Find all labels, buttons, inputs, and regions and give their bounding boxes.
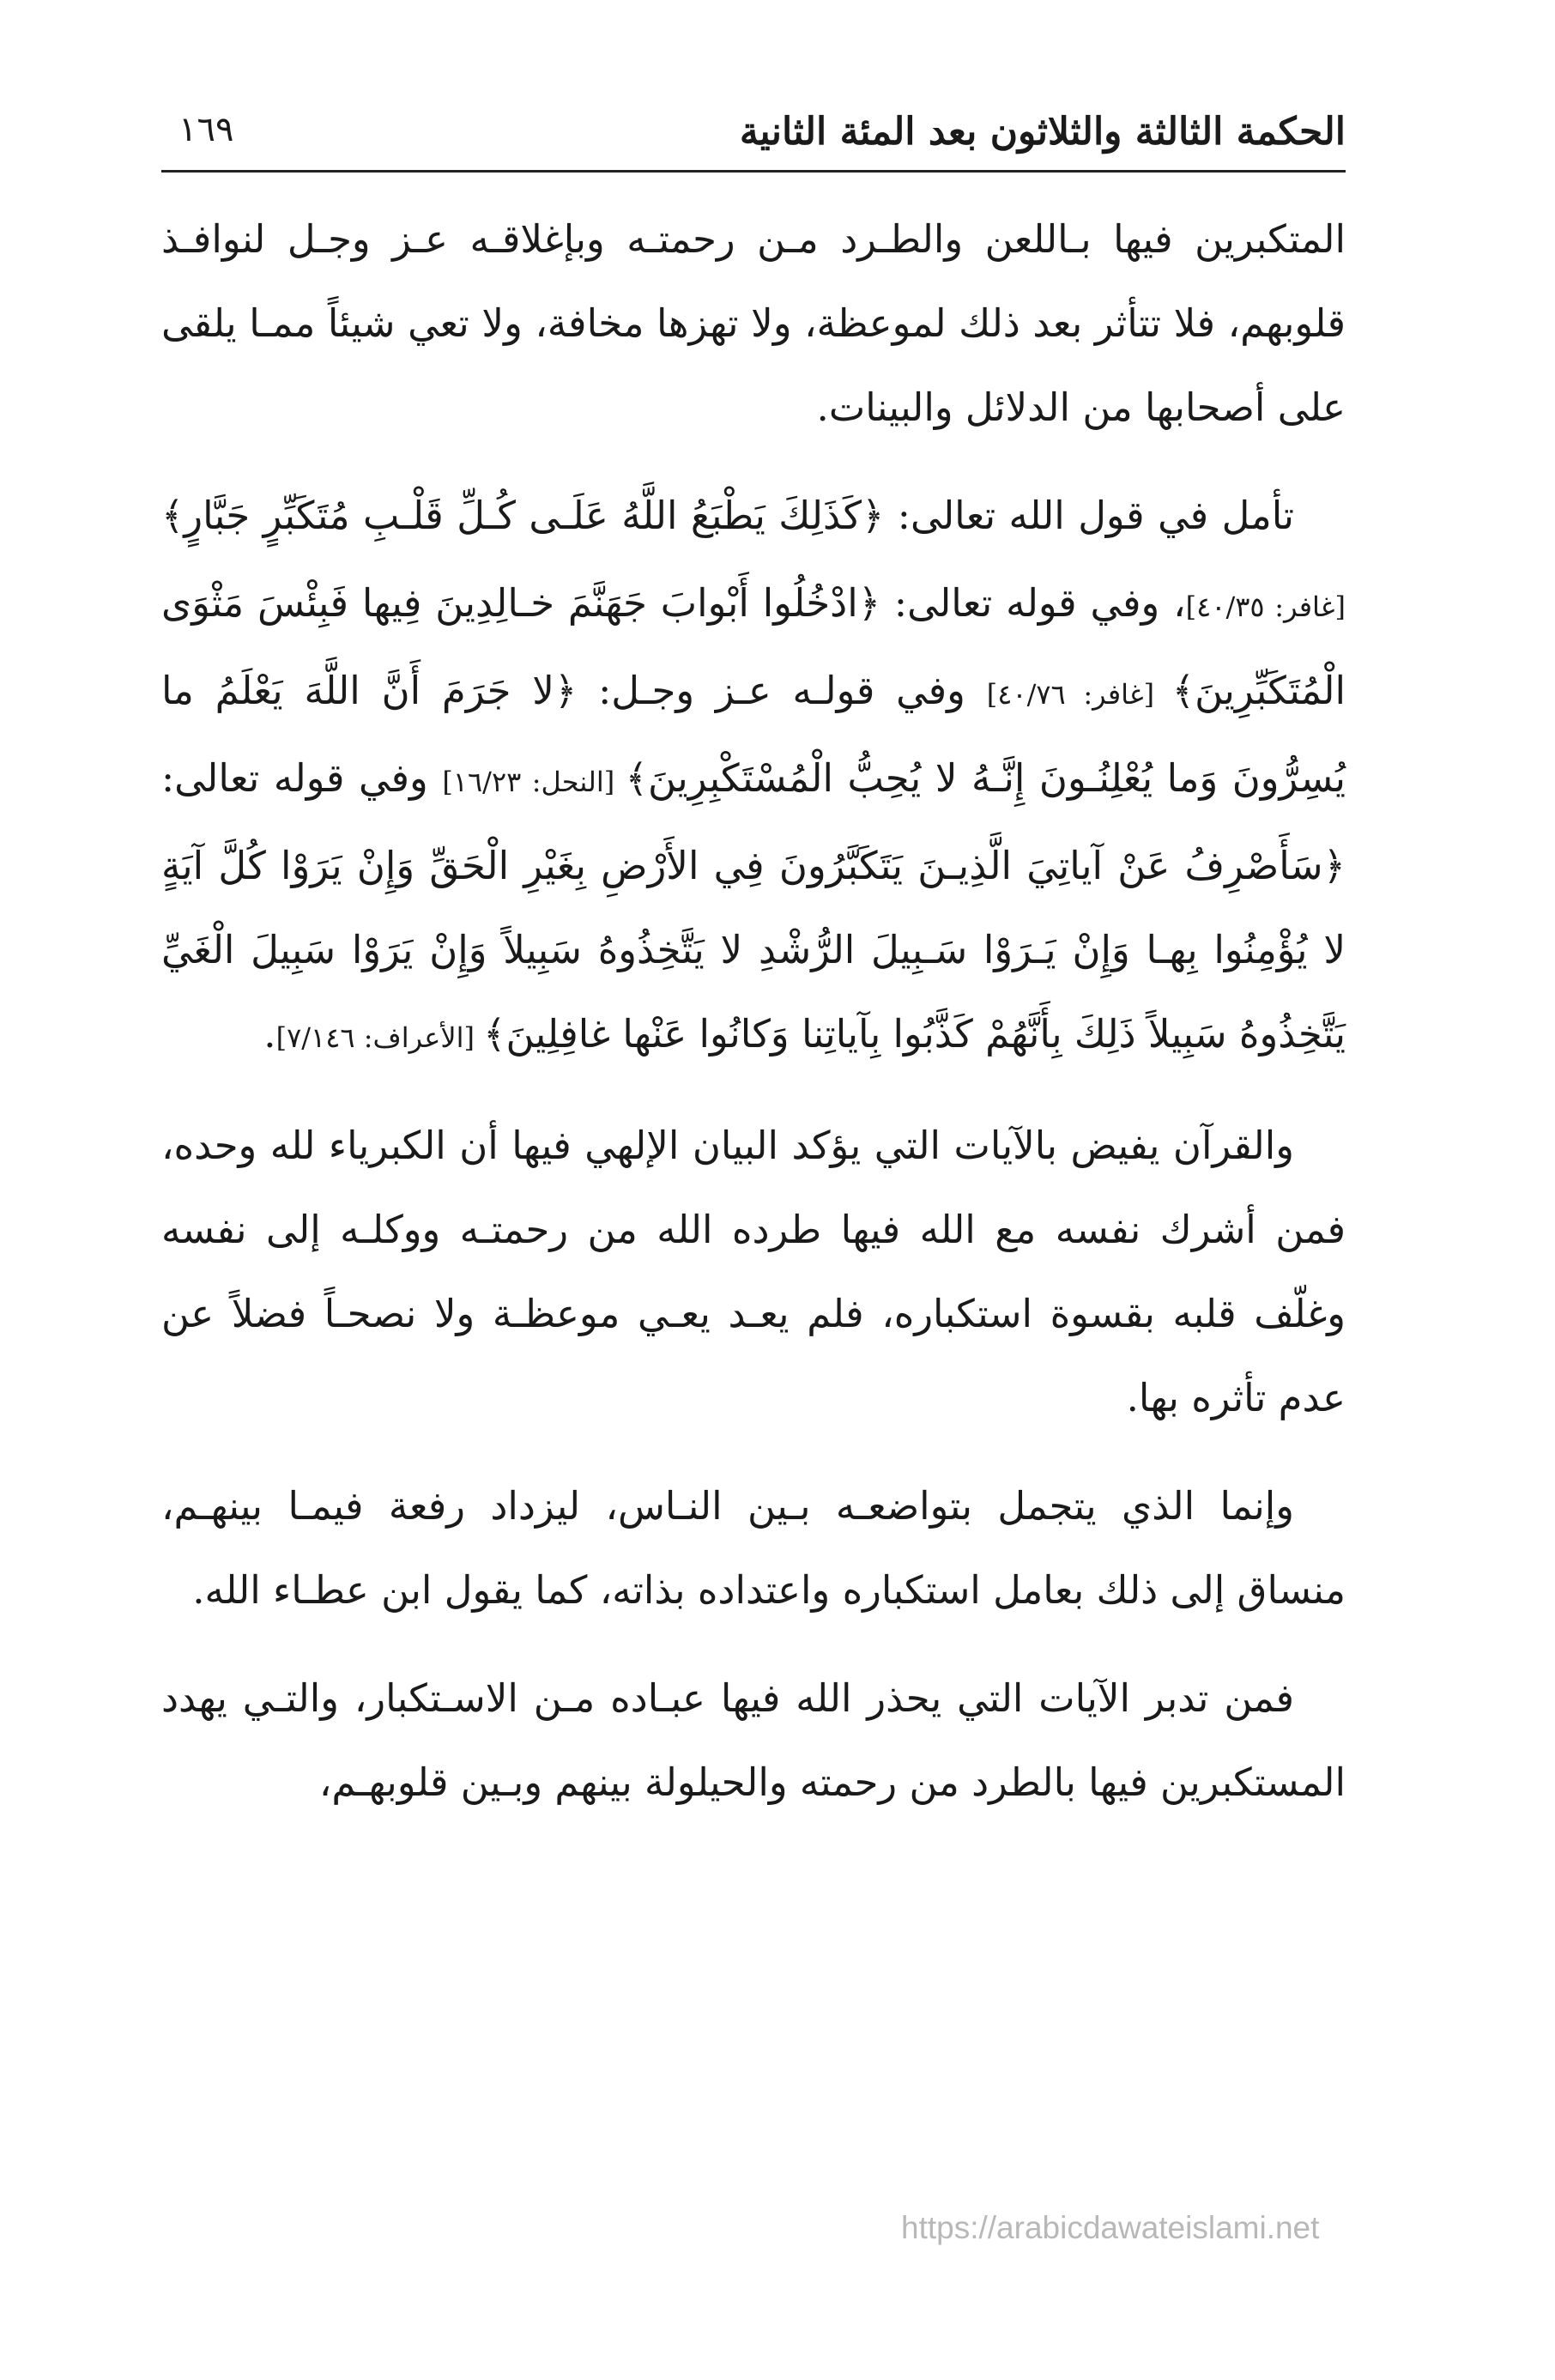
text-segment: . [263, 1011, 276, 1057]
verse-reference: [الأعراف: ٧/١٤٦] [275, 1021, 484, 1054]
quran-verse: ﴿كَذَلِكَ يَطْبَعُ اللَّهُ عَلَـى كُـلِّ قَلْـبِ مُتَكَبِّرٍ جَبَّارٍ﴾ [161, 493, 885, 538]
verse-reference: [غافر: ٤٠/٣٥] [1185, 590, 1346, 623]
paragraph-5: فمن تدبر الآيات التي يحذر الله فيها عبـاده مـن الاسـتكبار، والتـي يهدد المستكبرين فيها بالطرد من رحمته والحيلولة بينهم وبـين قلوبهـم، [161, 1675, 1346, 1805]
running-header [161, 101, 1346, 173]
verse-reference: [النحل: ١٦/٢٣] [442, 766, 626, 798]
quran-verse: ﴿لا جَرَمَ أَنَّ اللَّهَ يَعْلَمُ ما يُسِرُّونَ وَما يُعْلِنُـونَ إِنَّـهُ لا يُحِبُّ الْمُسْتَكْبِرِينَ﴾ [161, 668, 1346, 801]
paragraph-2 [161, 474, 1346, 1080]
chapter-title: الحكمة الثالثة والثلاثون بعد المئة الثانية [739, 110, 1346, 154]
text-segment: وفي قوله تعالى: [161, 755, 443, 801]
text-segment: وفي قولـه عـز وجـل: [577, 668, 987, 713]
page-number: ١٦٩ [178, 110, 234, 149]
quran-verse: ﴿سَأَصْرِفُ عَنْ آياتِيَ الَّذِيـنَ يَتَكَبَّرُونَ فِي الأَرْضِ بِغَيْرِ الْحَقِّ وَإِنْ يَرَوْا كُلَّ آيَةٍ لا يُؤْمِنُوا بِهـا وَإِنْ يَـرَوْا سَـبِيلَ الرُّشْدِ لا يَتَّخِذُوهُ سَبِيلاً وَإِنْ يَرَوْا سَبِيلَ الْغَيِّ يَتَّخِذُوهُ سَبِيلاً ذَلِكَ بِأَنَّهُمْ كَذَّبُوا بِآياتِنا وَكانُوا عَنْها غافِلِينَ﴾ [161, 843, 1346, 1057]
source-watermark: https://arabicdawateislami.net [901, 2210, 1320, 2245]
text-segment: تأمل في قول الله تعالى: [884, 493, 1294, 538]
paragraph-4: وإنما الذي يتجمل بتواضعـه بـين النـاس، ليزداد رفعة فيمـا بينهـم، منساق إلى ذلك بعامل استكباره واعتداده بذاته، كما يقول ابن عطـاء الله. [161, 1483, 1346, 1613]
quran-verse: ﴿ادْخُلُوا أَبْوابَ جَهَنَّمَ خـالِدِينَ فِيها فَبِئْسَ مَثْوَى الْمُتَكَبِّرِينَ﴾ [161, 580, 1346, 713]
paragraph-3: والقرآن يفيض بالآيات التي يؤكد البيان الإلهي فيها أن الكبرياء لله وحده، فمن أشرك نفسه مع الله فيها طرده الله من رحمتـه ووكلـه إلى نفسه وغلّف قلبه بقسوة استكباره، فلم يعـد يعـي موعظـة ولا نصحـاً فضلاً عن عدم تأثره بها. [161, 1123, 1346, 1420]
text-segment: ، وفي قوله تعالى: [880, 580, 1186, 626]
paragraph-1: المتكبرين فيها بـاللعن والطـرد مـن رحمتـه وبإغلاقـه عـز وجـل لنوافـذ قلوبهم، فلا تتأثر بعد ذلك لموعظة، ولا تهزها مخافة، ولا تعي شيئاً ممـا يلقى على أصحابها من الدلائل والبينات. [161, 216, 1346, 430]
verse-reference: [غافر: ٤٠/٧٦] [986, 678, 1172, 711]
page-body [161, 197, 1346, 1849]
